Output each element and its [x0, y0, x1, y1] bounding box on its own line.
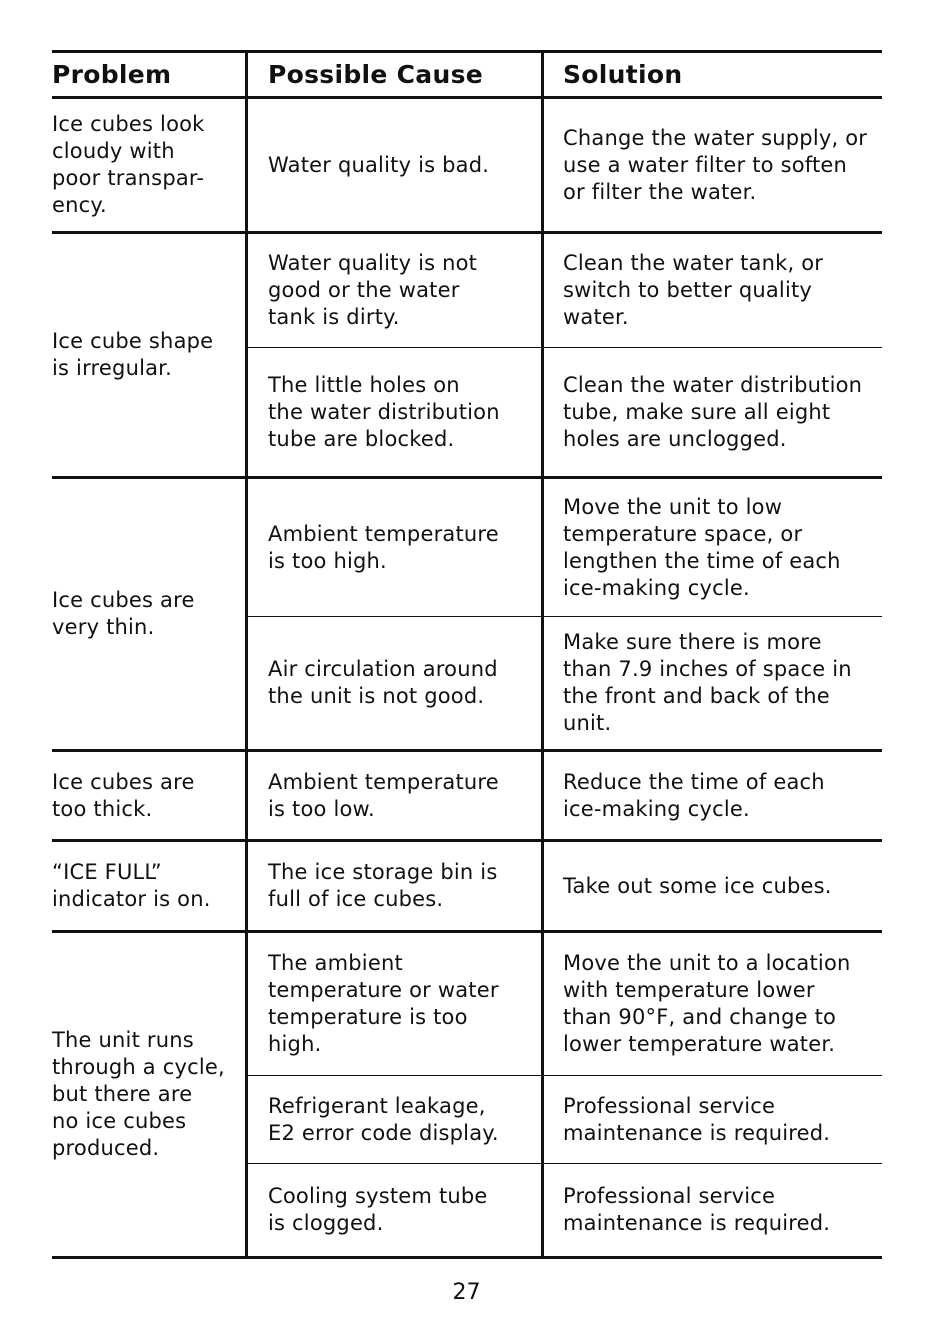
page-number: 27 — [452, 1280, 481, 1305]
header-solution: Solution — [563, 60, 683, 89]
cause-cell: Water quality is bad. — [268, 152, 490, 177]
solution-cell: Clean the water tank, or switch to better quality water. — [563, 251, 824, 329]
cause-cell: The ambient temperature or water temperature is too high. — [268, 951, 499, 1056]
cause-cell: The ice storage bin is full of ice cubes. — [268, 860, 498, 911]
solution-cell: Make sure there is more than 7.9 inches of space in the front and back of the unit. — [563, 630, 852, 735]
solution-cell: Change the water supply, or use a water filter to soften or filter the water. — [563, 125, 868, 204]
problem-cell: The unit runs through a cycle, but there are no ice cubes produced. — [52, 1028, 225, 1160]
solution-cell: Professional service maintenance is required. — [563, 1184, 831, 1235]
solution-cell: Professional service maintenance is required. — [563, 1093, 831, 1145]
cause-cell: Refrigerant leakage, E2 error code display. — [268, 1093, 499, 1145]
cause-cell: Cooling system tube is clogged. — [268, 1184, 488, 1235]
problem-cell: Ice cubes are too thick. — [52, 769, 195, 821]
header-problem: Problem — [52, 60, 172, 89]
solution-cell: Move the unit to low temperature space, or lengthen the time of each ice-making cycle. — [563, 494, 841, 600]
solution-cell: Clean the water distribution tube, make sure all eight holes are unclogged. — [563, 372, 863, 451]
table-bottom-border — [52, 1256, 882, 1259]
solution-cell: Take out some ice cubes. — [563, 873, 832, 898]
problem-cell: Ice cubes look cloudy with poor transpar- ency. — [52, 112, 205, 217]
solution-cell: Move the unit to a location with temperature lower than 90°F, and change to lower temperature water. — [563, 951, 851, 1056]
cause-cell: Air circulation around the unit is not good. — [268, 657, 498, 708]
problem-cell: “ICE FULL” indicator is on. — [52, 860, 211, 911]
cause-cell: Water quality is not good or the water tank is dirty. — [268, 251, 478, 329]
problem-cell: Ice cube shape is irregular. — [52, 329, 214, 380]
problem-cell: Ice cubes are very thin. — [52, 588, 195, 639]
cause-cell: Ambient temperature is too low. — [268, 769, 499, 821]
cause-cell: The little holes on the water distribution tube are blocked. — [268, 372, 500, 451]
header-possible-cause: Possible Cause — [268, 60, 484, 89]
solution-cell: Reduce the time of each ice-making cycle. — [563, 769, 825, 821]
cause-cell: Ambient temperature is too high. — [268, 521, 499, 573]
